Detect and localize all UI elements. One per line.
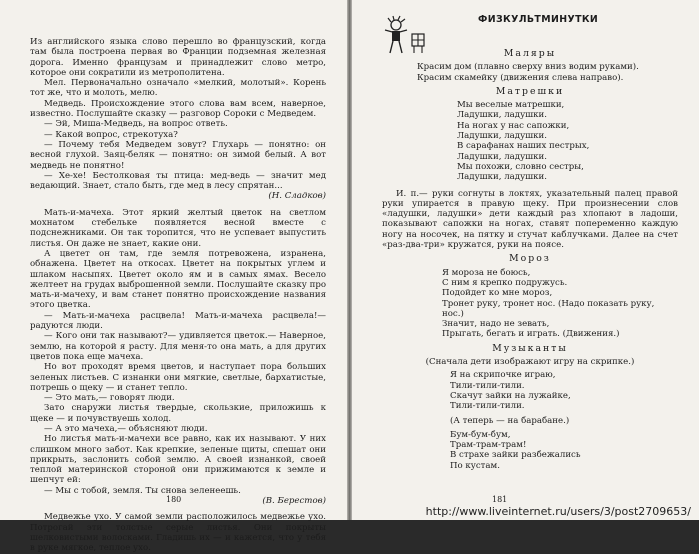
- dialogue-line: — А это мачеха,— объясняют люди.: [44, 423, 208, 434]
- left-page: [0, 0, 347, 554]
- paragraph-medved: Медведь. Происхождение этого слова вам всем, наверное, известно. Послушайте сказку — разговор Сороки с Медведем.: [30, 98, 326, 120]
- verse-line: Ладушки, ладушки.: [457, 110, 547, 121]
- right-text-column: [382, 11, 678, 471]
- verse-line: Ладушки, ладушки.: [457, 172, 547, 183]
- verse-line: В страхе зайки разбежались: [450, 450, 581, 461]
- dialogue-line: — Хе-хе! Бестолковая ты птица: мед-ведь — значит мед ведающий. Знает, стало быть, где мед в лесу спрятан...: [30, 170, 326, 192]
- stage-direction: (Сначала дети изображают игру на скрипке.): [425, 357, 635, 368]
- verse-line: Мы веселые матрешки,: [457, 100, 565, 111]
- dialogue-line: — Почему тебя Медведем зовут? Глухарь — понятно: он весной глухой. Заяц-беляк — понятно: он зимой белый. А вот медведь не понятно!: [30, 139, 326, 171]
- dialogue-line: — Мы с тобой, земля. Ты снова зеленеешь.: [44, 485, 241, 496]
- verse-line: Ладушки, ладушки.: [457, 131, 547, 142]
- paragraph: А цветет он там, где земля потревожена, изранена, обнажена. Цветет на откосах. Цветет на покрытых углем и шлаком насыпях. Цветет около ям и в самых ямах. Весело желтеет на грудах выброшенной земли. Послушайте сказку про мать-и-мачеху, и вам станет понятно происхождение названия этого цветка.: [30, 248, 326, 311]
- verse-line: Я мороза не боюсь,: [442, 267, 531, 278]
- dialogue-line: — Эй, Миша-Медведь, на вопрос ответь.: [44, 119, 228, 130]
- paragraph-metro: Из английского языка слово перешло во французский, когда там была построена первая во Франции подземная железная дорога. Именно французам и принадлежит слово метро, которое они сократили из метрополитена.: [30, 37, 326, 78]
- paragraph: Но листья мать-и-мачехи все равно, как их называют. У них слишком много забот. Как крепкие, зеленые щиты, спешат они прикрыть, заслонить собой землю. А своей изнанкой, своей теплой материнской стороной они прижимаются к земле и шепчут ей:: [30, 434, 326, 486]
- poem-matreshki: [457, 100, 678, 182]
- page-number-left: 180: [166, 495, 182, 504]
- verse-line: Бум-бум-бум,: [450, 429, 511, 440]
- watermark-url: http://www.liveinternet.ru/users/3/post2709653/: [425, 505, 691, 518]
- paragraph: Но вот проходят время цветов, и наступает пора больших зеленых листьев. С изнанки они мягкие, светлые, бархатистые, потрешь о щеку — и станет тепло.: [30, 362, 326, 393]
- section-title: ФИЗКУЛЬТМИНУТКИ: [478, 14, 599, 25]
- verse-line: Красим скамейку (движения слева направо).: [417, 72, 624, 83]
- instructions-paragraph: И. п.— руки согнуты в локтях, указательный палец правой руки упирается в правую щеку. При произнесении слов «ладушки, ладушки» дети каждый раз хлопают в ладоши, показывают сапожки на ногах, ставят попеременно каждую ногу на носочек, на пятку и стучат каблучками. Далее на счет «раз-два-три» кружатся, руки на поясе.: [382, 188, 678, 251]
- subsection-title: Маляры: [503, 48, 557, 59]
- right-page: [352, 0, 699, 520]
- verse-line: По кустам.: [450, 460, 500, 471]
- poem-moroz: [442, 268, 678, 340]
- verse-line: Тили-тили-тили.: [450, 380, 525, 391]
- left-text-column: [30, 37, 326, 554]
- verse-line: Скачут зайки на лужайке,: [450, 390, 571, 401]
- verse-line: Прыгать, бегать и играть. (Движения.): [442, 329, 620, 340]
- verse-line: С ним я крепко подружусь.: [442, 277, 568, 288]
- dialogue-line: — Мать-и-мачеха расцвела! Мать-и-мачеха расцвела!— радуются люди.: [30, 310, 326, 332]
- paragraph-mel: Мел. Первоначально означало «мелкий, молотый». Корень тот же, что и молоть, мелю.: [30, 78, 326, 99]
- verse-line: Тили-тили-тили.: [450, 401, 525, 412]
- verse-line: Тронет руку, тронет нос. (Надо показать руку, нос.): [442, 298, 655, 319]
- paragraph-medvezhye-ukho: Медвежье ухо. У самой земли расположилось медвежье ухо. Потрогай эти толстые серые листья. Они покрыты шелковистыми волосками. Гладишь их — и кажется, что у тебя в руке мягкое, теплое ухо.: [30, 512, 326, 554]
- stage-direction: (А теперь — на барабане.): [450, 415, 570, 426]
- dialogue-line: — Кого они так называют?— удивляется цветок.— Наверное, землю, на которой я расту. Для меня-то она мать, а для других цветов пока еще мачеха.: [30, 331, 326, 362]
- dialogue-line: — Это мать,— говорят люди.: [44, 393, 175, 404]
- verse-line: Значит, надо не зевать,: [442, 319, 550, 330]
- subsection-title: Мороз: [509, 253, 551, 265]
- paragraph: Зато снаружи листья твердые, скользкие, приложишь к щеке — и почувствуешь холод.: [30, 403, 326, 424]
- author-sladkov: (Н. Сладков): [268, 191, 326, 202]
- verse-line: Мы похожи, словно сестры,: [457, 161, 584, 172]
- poem-muzykanty: [450, 370, 678, 471]
- verse-line: Красим дом (плавно сверху вниз водим руками).: [417, 62, 639, 73]
- verse-line: На ногах у нас сапожки,: [457, 120, 570, 131]
- verse-line: Я на скрипочке играю,: [450, 370, 556, 381]
- verse-line: Подойдет ко мне мороз,: [442, 288, 553, 299]
- paragraph-mat-i-machekha: Мать-и-мачеха. Этот яркий желтый цветок на светлом мохнатом стебельке появляется весной вместе с подснежниками. Он так торопится, что не успевает выпустить листья. Он даже не знает, какие они.: [30, 207, 326, 249]
- verse-line: В сарафанах наших пестрых,: [457, 141, 590, 152]
- page-number-right: 181: [492, 495, 508, 504]
- author-berestov: (В. Берестов): [262, 496, 326, 507]
- child-exercising-icon: [382, 16, 428, 56]
- verse-line: Трам-трам-трам!: [450, 440, 527, 451]
- dialogue-line: — Какой вопрос, стрекотуха?: [44, 129, 178, 140]
- subsection-title: Музыканты: [492, 342, 568, 354]
- subsection-title: Матрешки: [495, 85, 565, 97]
- section-header: [382, 11, 678, 45]
- verse-line: Ладушки, ладушки.: [457, 151, 547, 162]
